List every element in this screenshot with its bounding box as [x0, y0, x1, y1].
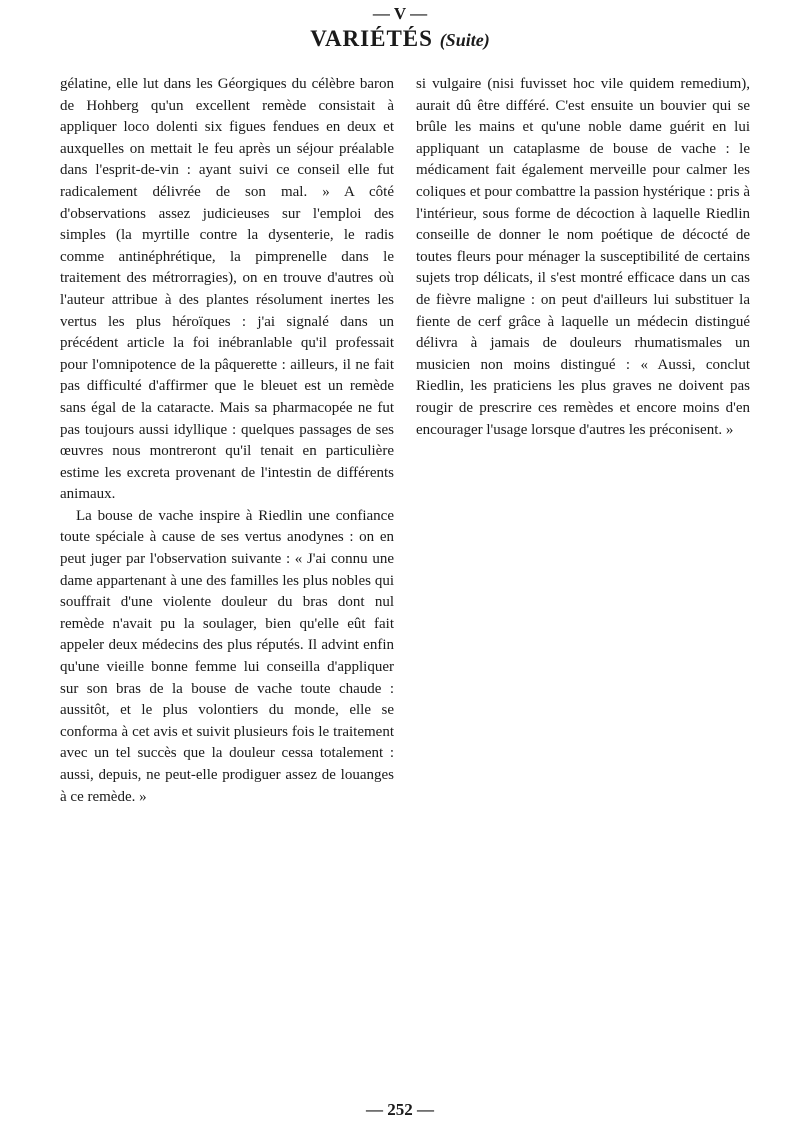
title-suite: (Suite)	[439, 30, 490, 50]
text-columns	[60, 74, 750, 1096]
paragraph: La bouse de vache inspire à Riedlin une confiance toute spéciale à cause de ses vertus anodynes : on en peut juger par l'observation suivante : « J'ai connu une dame appartenant à une des familles les plus nobles qui souffrait d'une violente douleur du bras dont nul remède n'avait pu la soulager, bien qu'elle eût fait appeler deux médecins des plus réputés. Il advint enfin qu'une vieille bonne femme lui conseilla d'appliquer sur son bras de la bouse de vache toute chaude : aussitôt, et le plus volontiers du monde, elle se conforma à cet avis et suivit plusieurs fois le traitement avec un tel succès que la douleur cessa totalement : aussi, depuis, ne peut-elle prodiguer assez de louanges à ce remède. »	[60, 507, 394, 805]
left-column	[60, 74, 394, 1096]
page-header	[0, 4, 800, 55]
paragraph: gélatine, elle lut dans les Géorgiques du célèbre baron de Hohberg qu'un excellent remède consistait à appliquer loco dolenti six figues fendues en deux et auxquelles on mettait le feu après un séjour préalable dans l'esprit-de-vin : ayant suivi ce conseil elle fut radicalement délivrée de son mal. » A côté d'observations assez judicieuses sur l'emploi des simples (la myrtille contre la dysenterie, le radis comme antinéphrétique, la pimprenelle dans le traitement des métrorragies), on en trouve d'autres où l'auteur attribue à des plantes résolument inertes les vertus les plus héroïques : j'ai signalé dans un précédent article la foi inébranlable qu'il professait pour l'omnipotence de la pâquerette : ailleurs, il ne fait pas difficulté d'affirmer que le bleuet est un remède sans égal de la cataracte. Mais sa pharmacopée ne fut pas toujours aussi idyllique : quelques passages de ses œuvres nous montreront qu'il tenait en particulière estime les excreta provenant de l'intestin de différents animaux.	[60, 76, 394, 503]
page-title	[0, 24, 800, 55]
paragraph: si vulgaire (nisi fuvisset hoc vile quidem remedium), aurait dû être différé. C'est ensuite un bouvier qui se brûle les mains et qu'une noble dame guérit en lui appliquant un cataplasme de bouse de vache : le médicament fait également merveille pour calmer les coliques et pour combattre la passion hystérique : pris à l'intérieur, sous forme de décoction à laquelle Riedlin conseille de donner le nom poétique de décocté de toutes fleurs pour ménager la susceptibilité de certains sujets trop délicats, il s'est montré efficace dans un cas de fièvre maligne : on peut d'ailleurs lui substituer la fiente de cerf grâce à laquelle un médecin distingué délivra à jamais de douleurs rhumatismales un musicien non moins distingué : « Aussi, conclut Riedlin, les praticiens les plus graves ne doivent pas rougir de prescrire ces remèdes et encore moins d'en encourager l'usage lorsque d'autres les préconisent. »	[416, 76, 750, 438]
right-column	[416, 74, 750, 1096]
title-text: VARIÉTÉS	[310, 26, 433, 51]
page-number: — 252 —	[366, 1100, 434, 1119]
section-folio: — V —	[372, 4, 428, 23]
